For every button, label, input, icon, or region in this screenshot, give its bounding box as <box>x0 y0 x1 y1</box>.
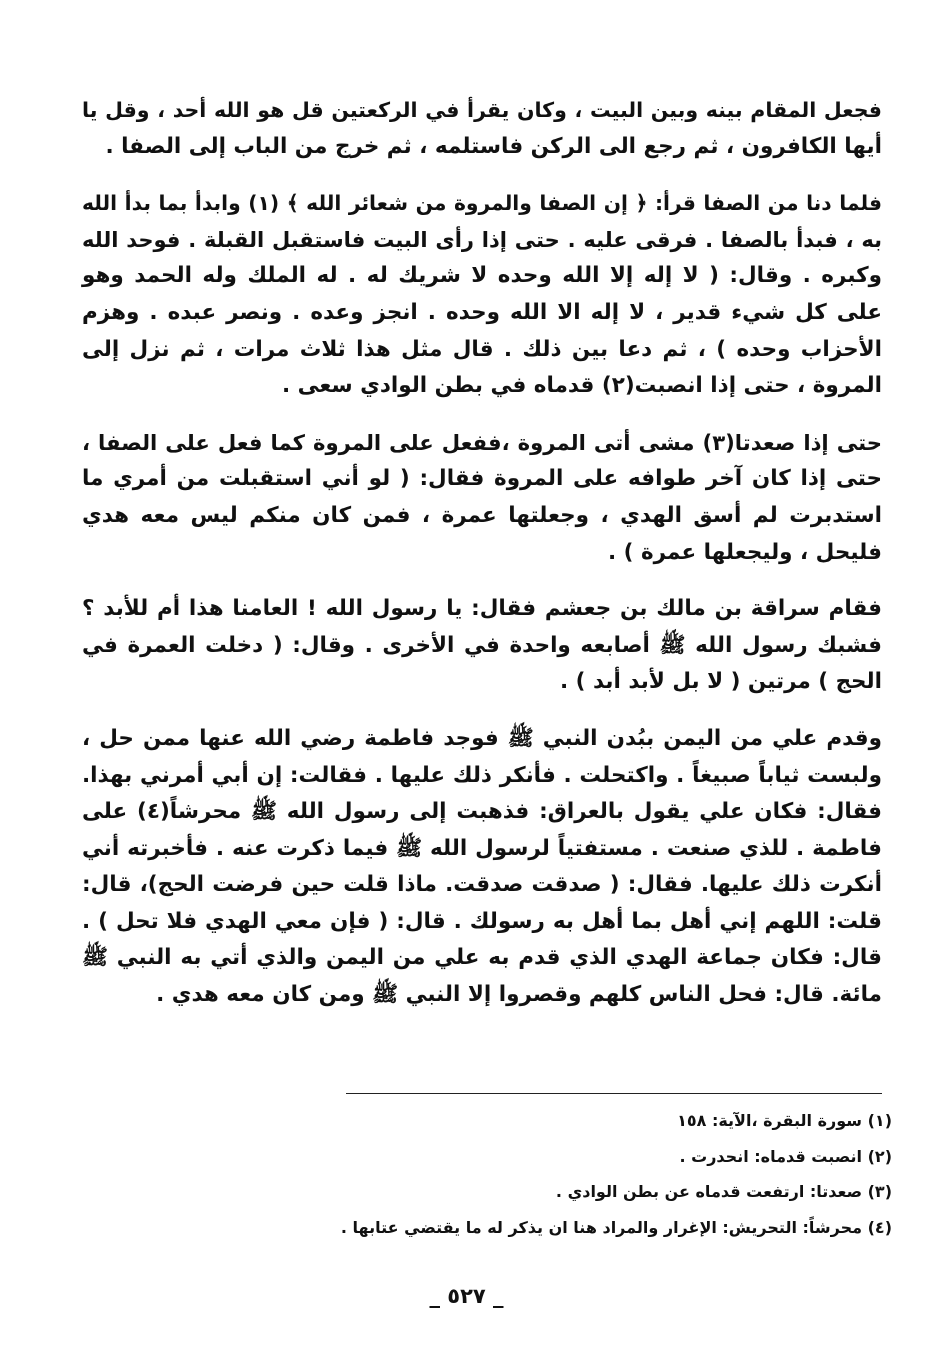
text-line: استدبرت لم أسق الهدي ، وجعلتها عمرة ، فمن كان منكم ليس معه هدي <box>82 502 882 528</box>
text-line: ولبست ثياباً صبيغاً . واكتحلت . فأنكر ذلك عليها . فقالت: إن أبي أمرني بهذا. <box>82 762 882 788</box>
paragraph-3 <box>82 425 882 571</box>
text-line: به ، فبدأ بالصفا . فرقى عليه . حتى إذا رأى البيت فاستقبل القبلة . فوحد الله <box>82 226 882 252</box>
text-line: وكبره . وقال: ( لا إله إلا الله وحده لا شريك له . له الملك وله الحمد وهو <box>82 263 882 289</box>
text-line: على كل شيء قدير ، لا إله الا الله وحده . انجز وعده . ونصر عبده . وهزم <box>82 299 882 325</box>
footnote-divider <box>346 1093 882 1094</box>
text-line: فاطمة . للذي صنعت . مستفتياً لرسول الله ﷺ فيما ذكرت عنه . فأخبرته أني <box>82 835 882 861</box>
page-number: _ ٥٢٧ _ <box>429 1284 504 1308</box>
main-text <box>82 92 882 1034</box>
footnote-1: (١) سورة البقرة ،الآية: ١٥٨ <box>677 1111 892 1130</box>
text-line: أنكرت ذلك عليها. فقال: ( صدقت صدقت. ماذا قلت حين فرضت الحج)، قال: <box>82 872 882 898</box>
paragraph-2 <box>82 185 882 405</box>
text-line: وقدم علي من اليمن ببُدن النبي ﷺ فوجد فاطمة رضي الله عنها ممن حل ، <box>82 725 882 751</box>
paragraph-4 <box>82 591 882 701</box>
text-line: مائة. قال: فحل الناس كلهم وقصروا إلا النبي ﷺ ومن كان معه هدي . <box>156 982 882 1008</box>
text-line: فقال: فكان علي يقول بالعراق: فذهبت إلى رسول الله ﷺ محرشاً(٤) على <box>82 799 883 825</box>
text-line: فشبك رسول الله ﷺ أصابعه واحدة في الأخرى . وقال: ( دخلت العمرة في <box>82 632 882 658</box>
text-line: فليحل ، وليجعلها عمرة ) . <box>608 539 882 565</box>
footnote-3: (٣) صعدتا: ارتفعت قدماه عن بطن الوادي . <box>555 1182 892 1201</box>
text-line: قلت: اللهم إني أهل بما أهل به رسولك . قال: ( فإن معي الهدي فلا تحل ) . <box>82 908 882 934</box>
text-line: المروة ، حتى إذا انصبت(٢) قدماه في بطن الوادي سعى . <box>281 373 882 399</box>
text-line: حتى إذا صعدتا(٣) مشى أتى المروة ،ففعل على المروة كما فعل على الصفا ، <box>82 429 882 455</box>
footnote-2: (٢) انصبت قدماه: انحدرت . <box>679 1146 892 1166</box>
paragraph-1 <box>82 92 882 165</box>
text-line: قال: فكان جماعة الهدي الذي قدم به علي من اليمن والذي أتي به النبي ﷺ <box>82 945 882 971</box>
paragraph-5 <box>82 721 882 1014</box>
text-line: الحج ) مرتين ( لا بل لأبد أبد ) . <box>560 669 882 695</box>
footnotes <box>300 1103 892 1245</box>
text-line: فلما دنا من الصفا قرأ: ﴿ إن الصفا والمروة من شعائر الله ﴾ (١) وابدأ بما بدأ الله <box>82 191 882 216</box>
text-line: فجعل المقام بينه وبين البيت ، وكان يقرأ في الركعتين قل هو الله أحد ، وقل يا <box>82 98 882 122</box>
text-line: حتى إذا كان آخر طوافه على المروة فقال: ( لو أني استقبلت من أمري ما <box>82 466 882 492</box>
text-line: أيها الكافرون ، ثم رجع الى الركن فاستلمه ، ثم خرج من الباب إلى الصفا . <box>105 133 882 159</box>
text-line: الأحزاب وحده ) ، ثم دعا بين ذلك . قال مثل هذا ثلاث مرات ، ثم نزل إلى <box>82 336 882 362</box>
text-line: فقام سراقة بن مالك بن جعشم فقال: يا رسول الله ! العامنا هذا أم للأبد ؟ <box>82 596 882 622</box>
footnote-4: (٤) محرشاً: التحريش: الإغرار والمراد هنا ان يذكر له ما يقتضي عتابها . <box>340 1217 892 1237</box>
